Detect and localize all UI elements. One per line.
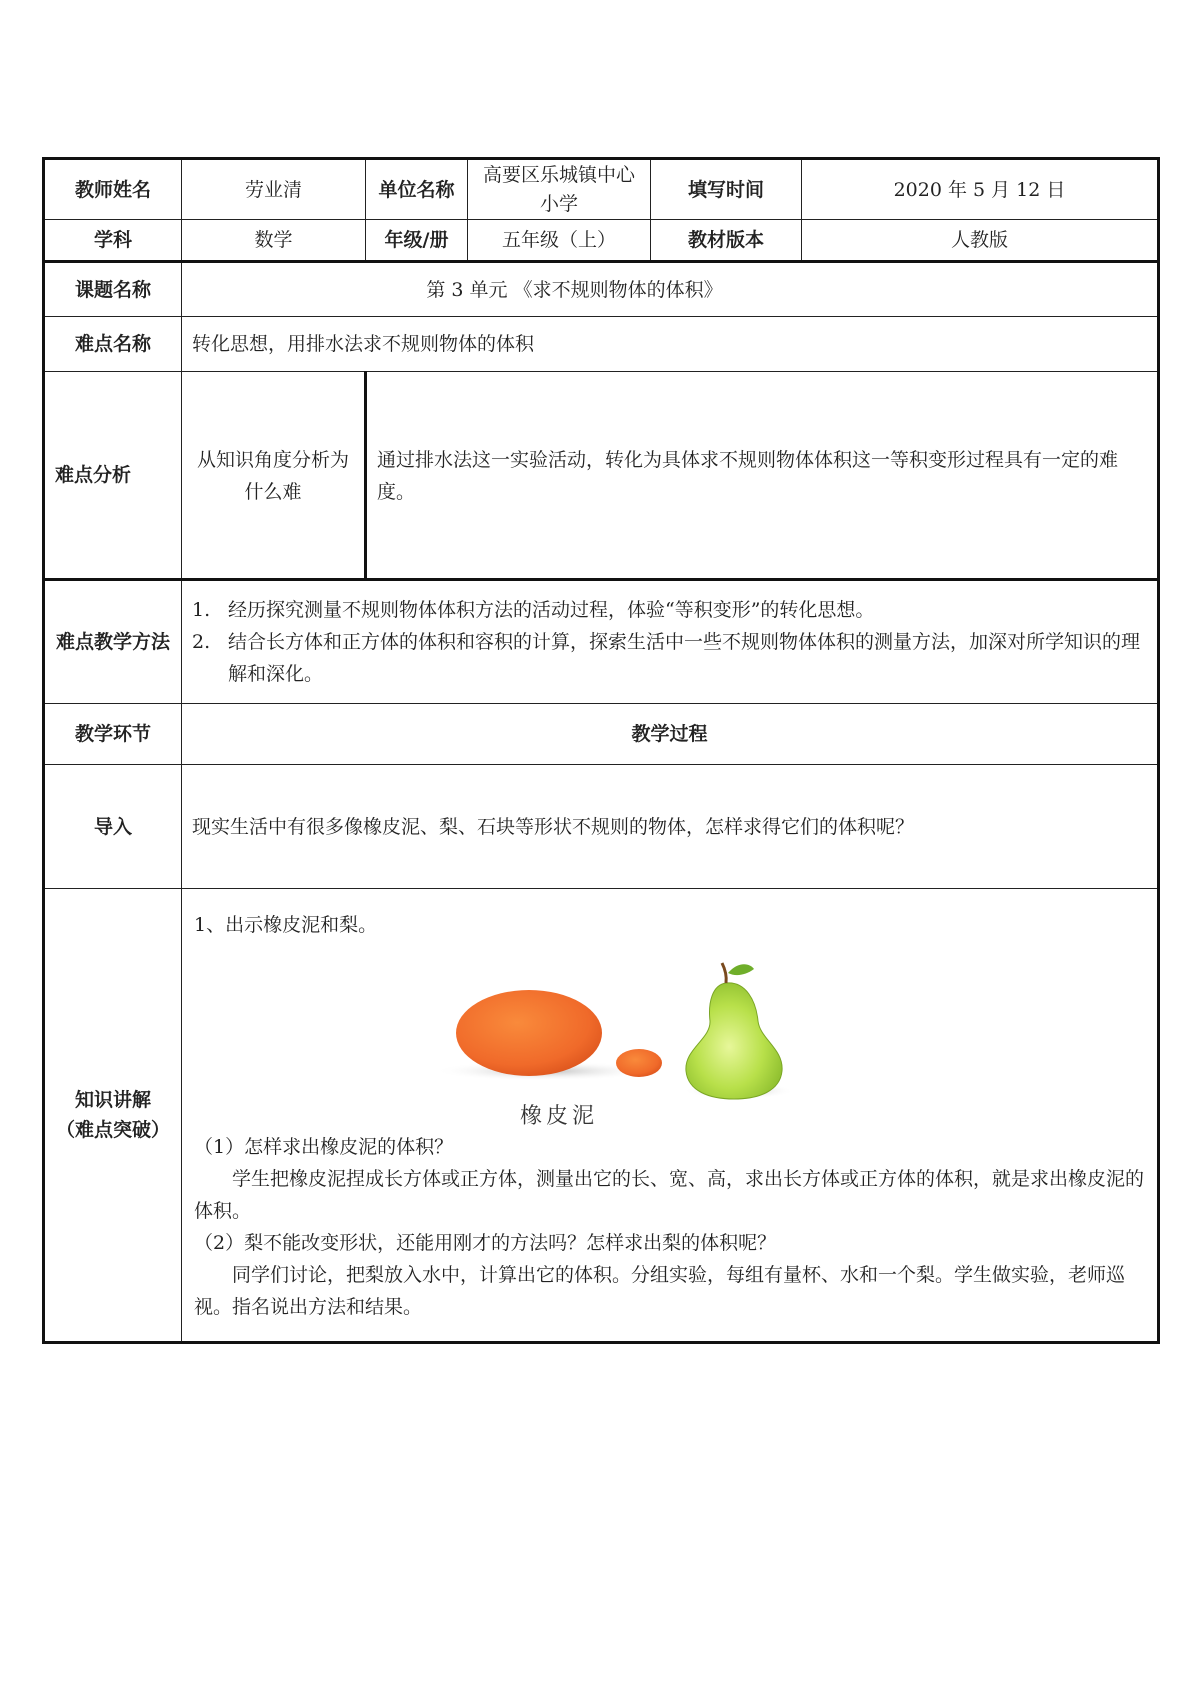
time-value: 2020 年 5 月 12 日 <box>802 159 1159 220</box>
knowledge-label-line1: 知识讲解 <box>74 1089 151 1111</box>
method-item-1 <box>192 594 1147 626</box>
edition-label: 教材版本 <box>651 220 802 262</box>
unit-line2: 小学 <box>539 192 578 215</box>
teacher-label: 教师姓名 <box>44 159 182 220</box>
knowledge-a1: 学生把橡皮泥捏成长方体或正方体，测量出它的长、宽、高，求出长方体或正方体的体积，就是求出橡皮泥的体积。 <box>194 1168 1145 1222</box>
method-num-2: 2. <box>192 631 211 653</box>
clay-pear-illustration <box>194 941 1154 1131</box>
lesson-table <box>42 157 1160 1344</box>
teacher-value: 劳业清 <box>182 159 366 220</box>
difficulty-value: 转化思想，用排水法求不规则物体的体积 <box>182 317 1159 372</box>
subject-label: 学科 <box>44 220 182 262</box>
method-num-1: 1. <box>192 599 211 621</box>
unit-line1: 高要区乐城镇中心 <box>482 163 635 186</box>
knowledge-label-line2: （难点突破） <box>55 1119 170 1141</box>
process-value: 教学过程 <box>182 704 1159 765</box>
knowledge-q1: （1）怎样求出橡皮泥的体积？ <box>194 1136 454 1158</box>
knowledge-content <box>182 889 1159 1343</box>
pear-leaf <box>728 964 754 975</box>
analysis-sub-label: 从知识角度分析为什么难 <box>182 372 366 580</box>
knowledge-label <box>44 889 182 1343</box>
grade-label: 年级/册 <box>366 220 468 262</box>
pear-shape <box>686 983 782 1099</box>
analysis-value: 通过排水法这一实验活动，转化为具体求不规则物体体积这一等积变形过程具有一定的难度。 <box>366 372 1159 580</box>
edition-value: 人教版 <box>802 220 1159 262</box>
analysis-label: 难点分析 <box>44 372 182 580</box>
unit-label: 单位名称 <box>366 159 468 220</box>
intro-label: 导入 <box>44 765 182 889</box>
topic-label: 课题名称 <box>44 262 182 317</box>
subject-value: 数学 <box>182 220 366 262</box>
intro-value: 现实生活中有很多像橡皮泥、梨、石块等形状不规则的物体，怎样求得它们的体积呢？ <box>182 765 1159 889</box>
clay-pear-figure <box>194 941 1145 1131</box>
unit-value <box>468 159 651 220</box>
pear-stem <box>722 963 726 983</box>
time-label: 填写时间 <box>651 159 802 220</box>
figure-caption: 橡皮泥 <box>519 1104 599 1129</box>
knowledge-step1: 1、出示橡皮泥和梨。 <box>194 914 378 936</box>
difficulty-label: 难点名称 <box>44 317 182 372</box>
process-label: 教学环节 <box>44 704 182 765</box>
large-clay-shape <box>456 990 602 1076</box>
small-clay-shape <box>616 1049 662 1077</box>
knowledge-q2: （2）梨不能改变形状，还能用刚才的方法吗？怎样求出梨的体积呢？ <box>194 1232 777 1254</box>
methods-label: 难点教学方法 <box>44 580 182 704</box>
grade-value: 五年级（上） <box>468 220 651 262</box>
method-text-2: 结合长方体和正方体的体积和容积的计算，探索生活中一些不规则物体体积的测量方法，加深对所学知识的理解和深化。 <box>228 631 1141 685</box>
methods-list <box>182 580 1159 704</box>
method-item-2 <box>192 626 1147 690</box>
topic-value: 第 3 单元 《求不规则物体的体积》 <box>182 262 1159 317</box>
knowledge-a2: 同学们讨论，把梨放入水中，计算出它的体积。分组实验，每组有量杯、水和一个梨。学生做实验，老师巡视。指名说出方法和结果。 <box>194 1264 1126 1318</box>
method-text-1: 经历探究测量不规则物体体积方法的活动过程，体验“等积变形”的转化思想。 <box>228 599 875 621</box>
